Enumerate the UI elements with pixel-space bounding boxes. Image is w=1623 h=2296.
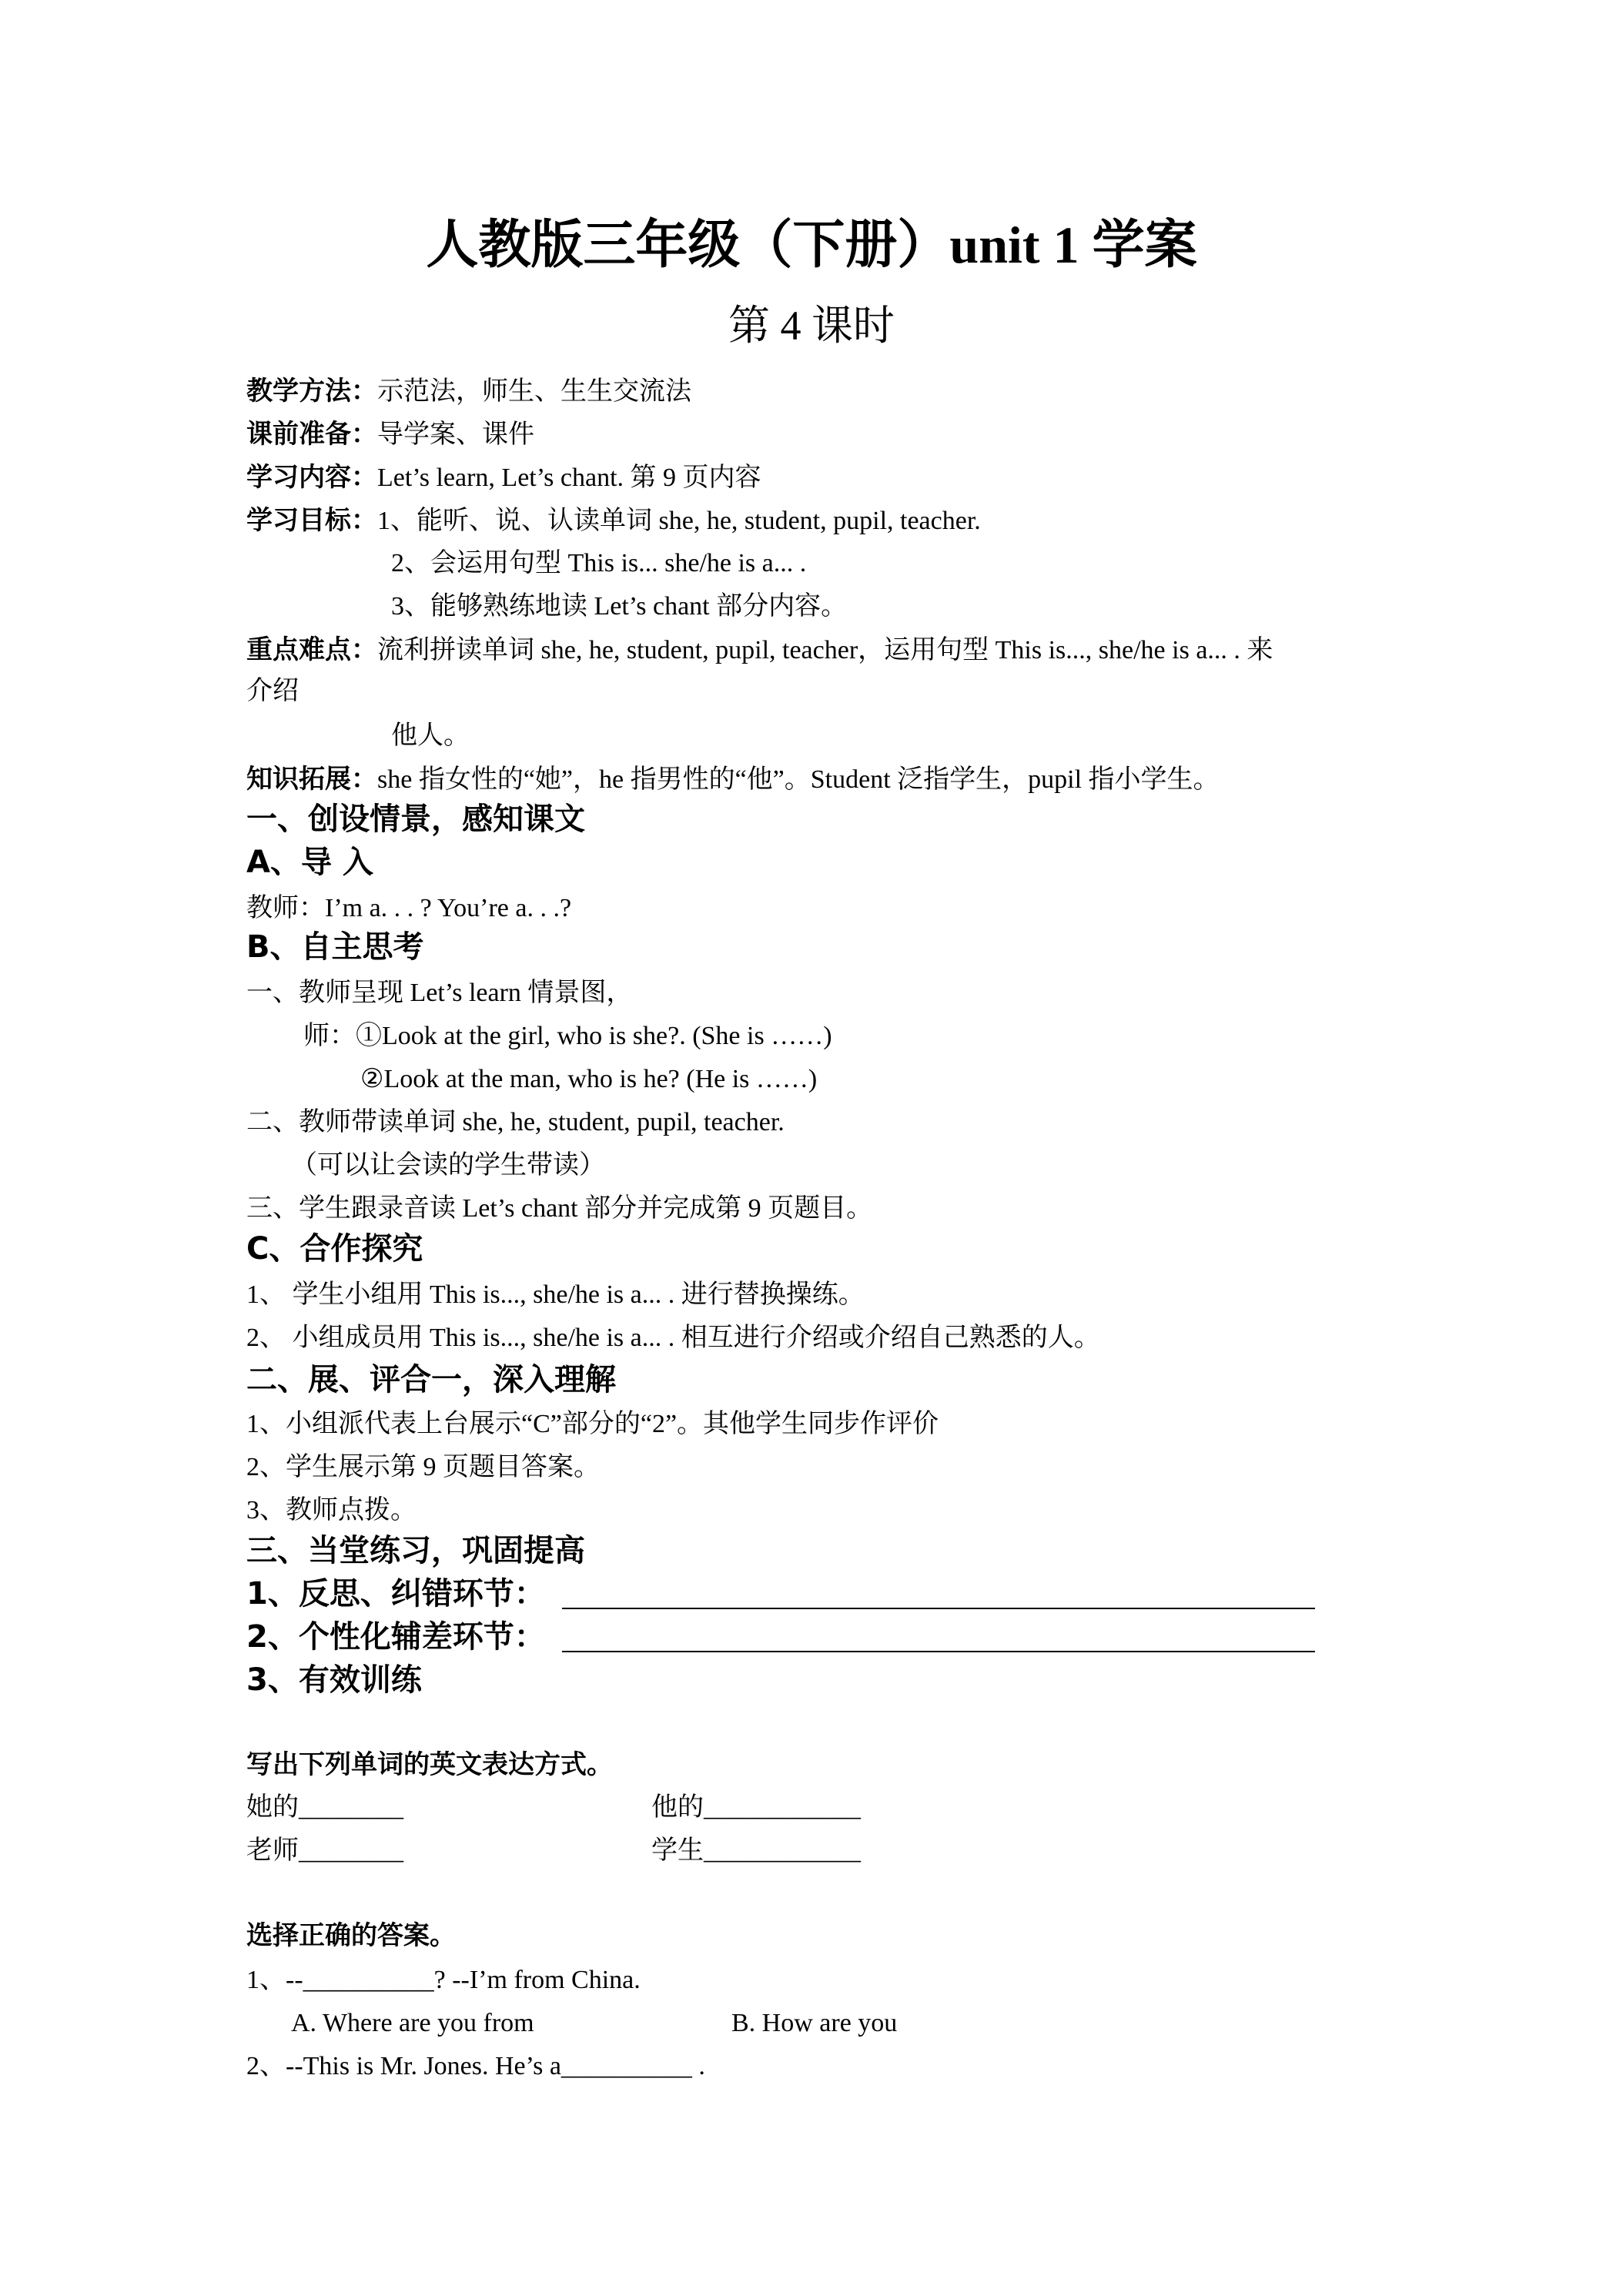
list-item: 二、教师带读单词 she, he, student, pupil, teacher. [246,1108,785,1136]
key-value-cont: 介绍 [246,677,299,705]
list-item: 1、 学生小组用 This is..., she/he is a... . 进行替换操练。 [246,1280,865,1309]
question-1: 1、--__________? --I’m from China. [246,1966,641,1994]
content-row [246,462,761,494]
prep-label: 课前准备： [246,419,377,450]
key-value: 流利拼读单词 she, he, student, pupil, teacher，运用句型 This is..., she/he is a... . 来 [377,636,1273,664]
method-row [246,376,691,407]
content-label: 学习内容： [246,462,377,493]
content-value: Let’s learn, Let’s chant. 第 9 页内容 [377,464,761,492]
key-value-cont: 他人。 [391,721,470,750]
section-heading: 三、当堂练习，巩固提高 [246,1533,585,1568]
list-item: 一、教师呈现 Let’s learn 情景图， [246,979,633,1007]
goals-row [246,505,981,537]
key-label: 重点难点： [246,634,377,665]
goal-item: 3、能够熟练地读 Let’s chant 部分内容。 [391,592,848,621]
word-fill-teacher[interactable]: 老师________ [246,1836,403,1865]
list-item: 师：①Look at the girl, who is she?. (She is ……) [303,1022,832,1050]
exercise-prompt: 选择正确的答案。 [246,1920,456,1951]
training-label: 3、有效训练 [246,1662,422,1698]
intro-text: 教师：I’m a. . . ? You’re a. . .? [246,894,572,922]
question-2: 2、--This is Mr. Jones. He’s a__________ . [246,2052,705,2080]
tutoring-label: 2、个性化辅差环节： [246,1619,545,1655]
option-b[interactable]: B. How are you [731,2009,898,2037]
word-fill-her[interactable]: 她的________ [246,1793,403,1822]
exercise-prompt: 写出下列单词的英文表达方式。 [246,1749,613,1780]
ext-value: she 指女性的“她”，he 指男性的“他”。Student 泛指学生，pupil 指小学生。 [377,765,1220,794]
prep-value: 导学案、课件 [377,420,534,449]
reflection-label: 1、反思、纠错环节： [246,1576,545,1612]
method-value: 示范法，师生、生生交流法 [377,377,691,406]
word-fill-his[interactable]: 他的____________ [651,1793,861,1822]
ext-label: 知识拓展： [246,764,377,795]
list-item: 3、教师点拨。 [246,1496,417,1525]
goal-item: 2、会运用句型 This is... she/he is a... . [391,549,807,577]
option-a[interactable]: A. Where are you from [291,2009,534,2037]
reflection-blank-line[interactable] [562,1608,1315,1609]
subsection-heading: C、合作探究 [246,1231,423,1267]
goal-item: 1、能听、说、认读单词 she, he, student, pupil, teacher. [377,507,981,535]
word-fill-student[interactable]: 学生____________ [651,1836,861,1865]
tutoring-blank-line[interactable] [562,1651,1315,1652]
section-heading: 一、创设情景，感知课文 [246,802,585,837]
list-item: ②Look at the man, who is he? (He is ……) [360,1065,818,1093]
page-title: 人教版三年级（下册）unit 1 学案 [426,216,1197,274]
key-row [246,634,1273,666]
lesson-number: 第 4 课时 [728,303,895,349]
ext-row [246,764,1220,795]
method-label: 教学方法： [246,376,377,407]
goals-label: 学习目标： [246,505,377,536]
subsection-heading: A、导 入 [246,845,373,880]
list-item: 1、小组派代表上台展示“C”部分的“2”。其他学生同步作评价 [246,1410,939,1438]
list-item: 2、 小组成员用 This is..., she/he is a... . 相互进行介绍或介绍自己熟悉的人。 [246,1324,1100,1352]
list-item: 三、学生跟录音读 Let’s chant 部分并完成第 9 页题目。 [246,1194,873,1223]
list-item: （可以让会读的学生带读） [291,1151,605,1180]
list-item: 2、学生展示第 9 页题目答案。 [246,1453,600,1481]
section-heading: 二、展、评合一，深入理解 [246,1362,616,1397]
prep-row [246,419,534,450]
subsection-heading: B、自主思考 [246,929,424,965]
